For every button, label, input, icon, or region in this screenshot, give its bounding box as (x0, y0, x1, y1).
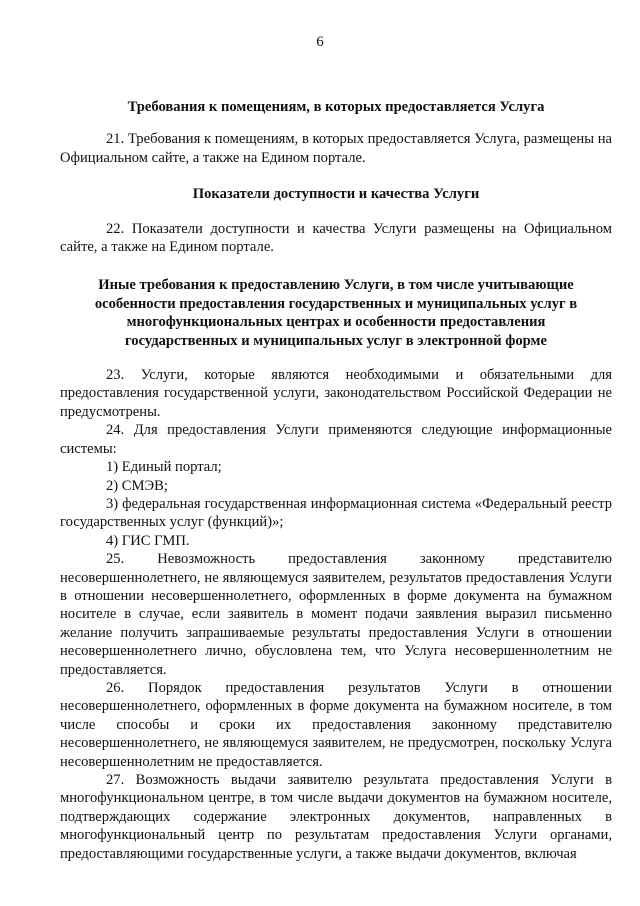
list-item: 3) федеральная государственная информационная система «Федеральный реестр государственных услуг (функций)»; (60, 495, 612, 531)
list-item: 1) Единый портал; (106, 459, 222, 476)
paragraph-27: 27. Возможность выдачи заявителю результата предоставления Услуги в многофункциональном центре, в том числе выдачи документов на бумажном носителе, подтверждающих содержание электронных документов, направленных в многофункциональный центр по результатам предоставления Услуги органами, предоставляющими государственные услуги, а также выдачи документов, включая (60, 772, 612, 862)
list-item: 2) СМЭВ; (106, 477, 168, 494)
paragraph-23: 23. Услуги, которые являются необходимыми и обязательными для предоставления государственной услуги, законодательством Российской Федерации не предусмотрены. (60, 367, 612, 420)
paragraph-24: 24. Для предоставления Услуги применяются следующие информационные системы: (60, 422, 612, 457)
paragraph-26: 26. Порядок предоставления результатов Услуги в отношении несовершеннолетнего, оформленных в форме документа на бумажном носителе, в том числе способы и сроки их предоставления законному представителю несовершеннолетнего, не являющемуся заявителем, не предусмотрен, поскольку Услуга несовершеннолетним не предоставляется. (60, 679, 612, 770)
section-heading-quality: Показатели доступности и качества Услуги (192, 186, 480, 203)
list-item: 4) ГИС ГМП. (106, 532, 190, 549)
paragraph-25: 25. Невозможность предоставления законному представителю несовершеннолетнего, не являющемуся заявителем, результатов предоставления Услуги в отношении несовершеннолетнего, оформленных в форме документа на бумажном носителе в случае, если заявитель в момент подачи заявления выразил письменно желание получить запрашиваемые результаты предоставления Услуги в отношении несовершеннолетнего лично, обусловлена тем, что Услуга несовершеннолетним не предоставляется. (60, 551, 612, 678)
page-number: 6 (316, 34, 324, 50)
paragraph-22: 22. Показатели доступности и качества Услуги размещены на Официальном сайте, а также на Едином портале. (60, 220, 612, 256)
section-heading-other-requirements: Иные требования к предоставлению Услуги, в том числе учитывающие особенности предоставления государственных и муниципальных услуг в многофункциональных центрах и особенности предоставления государственных и муниципальных услуг в электронной форме (94, 277, 578, 349)
section-heading-premises: Требования к помещениям, в которых предоставляется Услуга (127, 99, 545, 115)
paragraph-21: 21. Требования к помещениям, в которых предоставляется Услуга, размещены на Официальном сайте, а также на Едином портале. (60, 131, 612, 166)
page-content (60, 98, 612, 863)
